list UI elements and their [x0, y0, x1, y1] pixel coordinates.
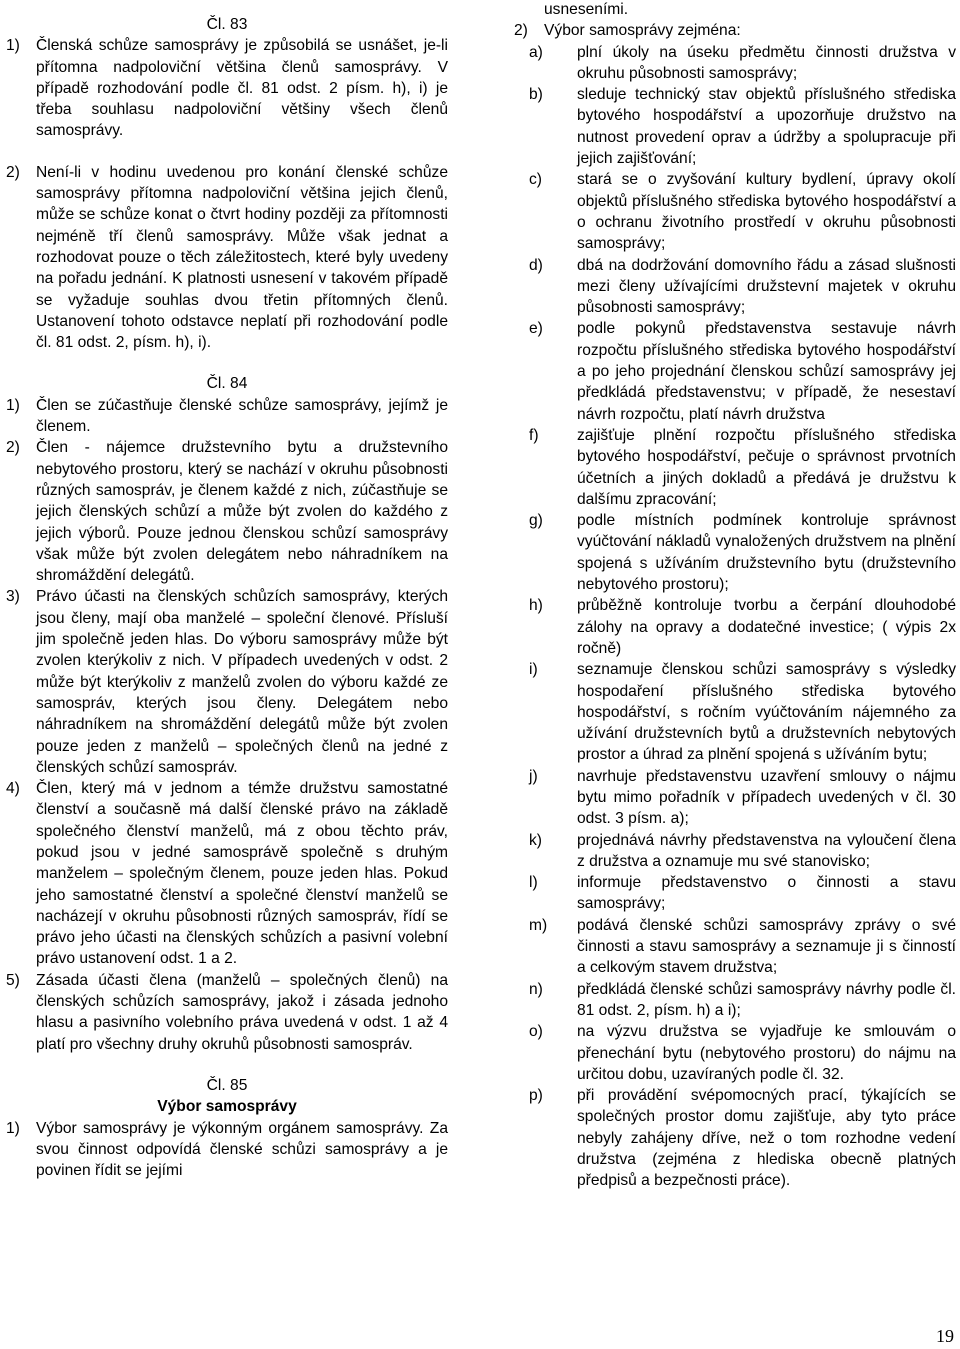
art85-item-2	[514, 20, 956, 41]
subitem-letter: f)	[529, 426, 539, 444]
art83-title: Čl. 83	[206, 16, 248, 33]
item-text: Člen se zúčastňuje členské schůze samosprávy, jejímž je členem.	[36, 396, 448, 436]
subitem-letter: h)	[529, 597, 543, 615]
art84-title: Čl. 84	[206, 375, 248, 393]
item-number: 4)	[6, 780, 20, 798]
subitem-letter: e)	[529, 320, 543, 338]
subitem-text: na výzvu družstva se vyjadřuje ke smlouvám o přenechání bytu (nebytového prostoru) do nájmu na určitou dobu, uzavíraných podle čl. 32.	[577, 1023, 956, 1083]
subitem-a	[514, 42, 956, 85]
subitem-b	[514, 84, 956, 169]
subitem-n	[514, 979, 956, 1022]
subitem-text: při provádění svépomocných prací, týkajících se společných prostor domu zajišťuje, aby tyto práce nebyly zahájeny dříve, než o tom rozhodne vedení družstva (zejména z hlediska obecně platných předpisů a bezpečnosti práce).	[577, 1087, 956, 1190]
item-text: Člen, který má v jednom a témže družstvu samostatné členství a současně má další členské právo na základě společného členství manželů, má z obou těchto práv, pokud jsou v jedné samosprávě společně s druhým manželem – společným členem, pouze jeden hlas. Pokud jeho samostatné členství a společné členství manželů se nacházejí v okruhu působnosti různých samospráv, řídí se právo jeho účasti na členských schůzích a pasivní volební právo ustanovení odst. 1 a 2.	[36, 780, 448, 968]
item-text: Výbor samosprávy zejména:	[544, 22, 741, 40]
subitem-j	[514, 766, 956, 830]
item-number: 1)	[6, 1119, 20, 1137]
item-number: 3)	[6, 588, 20, 606]
art83-item-2	[6, 162, 448, 354]
subitem-g	[514, 510, 956, 595]
subitem-letter: l)	[529, 874, 538, 892]
subitem-m	[514, 915, 956, 979]
item-text: Zásada účasti člena (manželů – společných členů) na členských schůzích samosprávy, jakož i zásada jednoho hlasu a pasivního volebního práva uvedená v odst. 1 až 4 platí pro všechny druhy okruhů působnosti samospráv.	[36, 971, 448, 1053]
subitem-p	[514, 1085, 956, 1191]
subitem-text: dbá na dodržování domovního řádu a zásad slušnosti mezi členy užívajícími družstevní majetek v okruhu působnosti samosprávy;	[577, 256, 956, 317]
art84-item-1	[6, 395, 448, 438]
subitem-text: podle pokynů představenstva sestavuje návrh rozpočtu příslušného střediska bytového hospodářství a po jeho projednání členskou schůzí samosprávy jej předkládá představenstvu; v případě, že nesestaví návrh rozpočtu, platí návrh družstva	[577, 320, 956, 423]
subitem-letter: n)	[529, 980, 543, 998]
subitem-text: stará se o zvyšování kultury bydlení, úpravy okolí objektů příslušného střediska bytového hospodářství a o ochranu životního prostředí v okruhu působnosti samosprávy;	[577, 171, 956, 253]
subitem-text: předkládá členské schůzi samosprávy návrhy podle čl. 81 odst. 2, písm. h) a i);	[577, 980, 956, 1019]
item-number: 2)	[6, 163, 20, 181]
subitem-text: projednává návrhy představenstva na vyloučení člena z družstva a oznamuje mu své stanovisko;	[577, 831, 956, 870]
art85-title: Čl. 85	[206, 1076, 248, 1094]
subitem-letter: c)	[529, 171, 542, 189]
subitem-text: podle místních podmínek kontroluje správnost vyúčtování nákladů vynaložených družstvem na plnění spojená s užíváním družstevního bytu (družstevního nebytového prostoru);	[577, 512, 956, 594]
subitem-d	[514, 255, 956, 319]
art85-subtitle: Výbor samosprávy	[157, 1098, 297, 1116]
art83-item-1	[6, 35, 448, 141]
subitem-list	[514, 42, 956, 1192]
art85-item-1	[6, 1118, 448, 1182]
subitem-text: navrhuje představenstvu uzavření smlouvy o nájmu bytu mimo pořadník v případech uvedených v čl. 30 odst. 3 písm. a);	[577, 767, 956, 828]
subitem-k	[514, 830, 956, 873]
subitem-text: plní úkoly na úseku předmětu činnosti družstva v okruhu působnosti samosprávy;	[577, 43, 956, 82]
subitem-h	[514, 595, 956, 659]
subitem-letter: o)	[529, 1023, 543, 1041]
subitem-letter: d)	[529, 256, 543, 274]
subitem-text: zajišťuje plnění rozpočtu příslušného střediska bytového hospodářství, pečuje o správnost prvotních účetních a jiných dokladů a předává je družstvu k dalšímu zpracování;	[577, 426, 956, 508]
subitem-e	[514, 318, 956, 424]
item-text: Není-li v hodinu uvedenou pro konání členské schůze samosprávy přítomna nadpoloviční většina jejich členů, může se schůze konat o čtvrt hodiny později za přítomnosti nejméně tří členů samosprávy. Může však jednat a rozhodovat pouze o těch záležitostech, které byly uvedeny na pořadu jednání. K platnosti usnesení v takovém případě se vyžaduje souhlas dvou třetin přítomných členů. Ustanovení tohoto odstavce neplatí při rozhodování podle čl. 81 odst. 2, písm. h), i).	[36, 163, 448, 352]
item-text: Právo účasti na členských schůzích samosprávy, kterých jsou členy, mají oba manželé – společní členové. Přísluší jim společně jeden hlas. Do výboru samosprávy může být zvolen kterýkoliv z nich. V případech uvedených v odst. 2 může být kterýkoliv z manželů zvolen do výboru každé ze samospráv, kterých jsou členy. Delegátem nebo náhradníkem na shromáždění delegátů může být zvolen pouze jeden z manželů – společných členů na jedné z členských schůzí samospráv.	[36, 588, 448, 776]
item-number: 2)	[6, 439, 20, 457]
subitem-l	[514, 872, 956, 915]
item-text: Výbor samosprávy je výkonným orgánem samosprávy. Za svou činnost odpovídá členské schůzi samosprávy a je povinen řídit se jejími	[36, 1119, 448, 1180]
continuation-text: usneseními.	[544, 1, 629, 18]
subitem-letter: j)	[529, 767, 538, 785]
subitem-f	[514, 425, 956, 510]
subitem-text: informuje představenstvo o činnosti a stavu samosprávy;	[577, 874, 956, 913]
item-number: 1)	[6, 37, 20, 55]
subitem-c	[514, 169, 956, 254]
subitem-letter: p)	[529, 1087, 543, 1105]
subitem-i	[514, 659, 956, 765]
item-number: 2)	[514, 22, 528, 40]
subitem-text: sleduje technický stav objektů příslušného střediska bytového hospodářství a upozorňuje družstvo na nutnost provedení oprav a údržby a spolupracuje při jejich zajišťování;	[577, 86, 956, 168]
item-text: Členská schůze samosprávy je způsobilá se usnášet, je-li přítomna nadpoloviční většina členů samosprávy. V případě rozhodování podle čl. 81 odst. 2 písm. h), i) je třeba souhlasu nadpoloviční většiny všech členů samosprávy.	[36, 37, 448, 140]
left-column	[6, 14, 448, 1181]
subitem-text: průběžně kontroluje tvorbu a čerpání dlouhodobé zálohy na opravy a dodatečné investice; ( výpis 2x ročně)	[577, 597, 956, 657]
item-number: 1)	[6, 396, 20, 414]
subitem-text: seznamuje členskou schůzi samosprávy s výsledky hospodaření příslušného střediska bytového hospodářství, s ročním vyúčtováním nájemného za užívání družstevních bytů a družstevních nebytových prostor a úhrad za plnění spojená s užíváním bytu;	[577, 661, 956, 764]
subitem-o	[514, 1021, 956, 1085]
item-text: Člen - nájemce družstevního bytu a družstevního nebytového prostoru, který se nachází v okruhu působnosti různých samospráv, je členem každé z nich, zúčastňuje se jejich členských schůzí a může být zvolen do každého z jejich výborů. Pouze jednou členskou schůzí samosprávy však může být zvolen delegátem nebo náhradníkem na shromáždění delegátů.	[36, 439, 448, 585]
art84-item-2	[6, 437, 448, 586]
page-number: 19	[936, 1326, 954, 1346]
right-column	[514, 0, 956, 1192]
subitem-letter: b)	[529, 86, 543, 104]
item-number: 5)	[6, 971, 20, 989]
subitem-letter: a)	[529, 43, 543, 61]
subitem-letter: m)	[529, 916, 548, 934]
art84-item-5	[6, 970, 448, 1055]
art84-item-3	[6, 586, 448, 778]
subitem-text: podává členské schůzi samosprávy zprávy o své činnosti a stavu samosprávy a seznamuje ji s činností a celkovým stavem družstva;	[577, 916, 956, 977]
art84-item-4	[6, 778, 448, 970]
subitem-letter: k)	[529, 831, 542, 849]
subitem-letter: g)	[529, 512, 543, 530]
subitem-letter: i)	[529, 661, 538, 679]
